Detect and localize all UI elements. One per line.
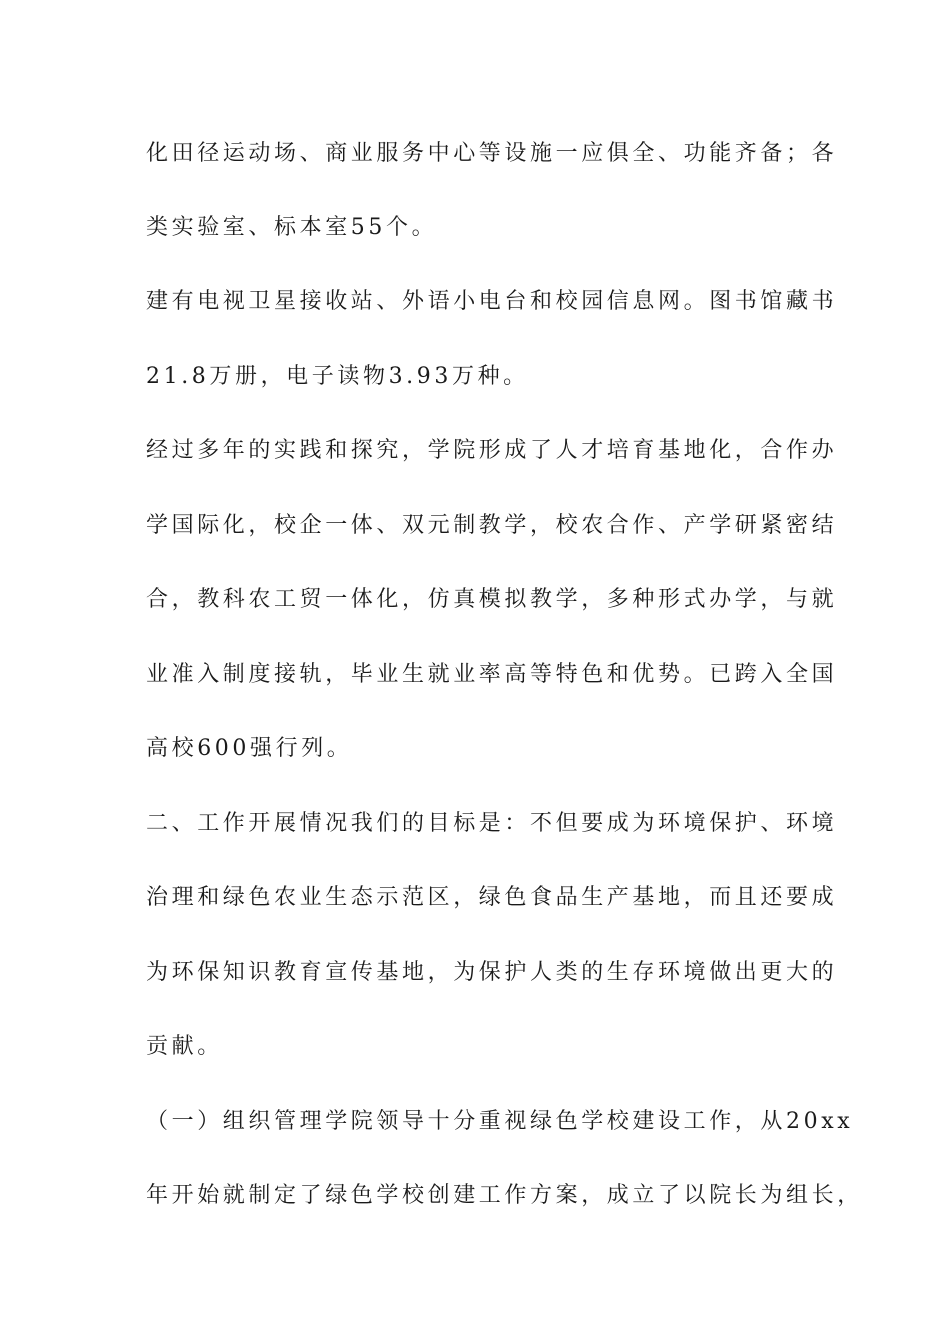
text-line: 贡献。 xyxy=(146,1034,223,1059)
text-line: 业准入制度接轨，毕业生就业率高等特色和优势。已跨入全国 xyxy=(146,662,838,687)
text-line: 二、工作开展情况我们的目标是：不但要成为环境保护、环境 xyxy=(146,811,838,836)
text-line: （一）组织管理学院领导十分重视绿色学校建设工作，从20xx xyxy=(146,1109,854,1134)
text-line: 年开始就制定了绿色学校创建工作方案，成立了以院长为组长， xyxy=(146,1183,863,1208)
text-line: 化田径运动场、商业服务中心等设施一应俱全、功能齐备；各 xyxy=(146,141,838,166)
text-line: 经过多年的实践和探究，学院形成了人才培育基地化，合作办 xyxy=(146,438,838,463)
text-line: 建有电视卫星接收站、外语小电台和校园信息网。图书馆藏书 xyxy=(146,289,838,314)
text-line: 学国际化，校企一体、双元制教学，校农合作、产学研紧密结 xyxy=(146,513,838,538)
text-line: 治理和绿色农业生态示范区，绿色食品生产基地，而且还要成 xyxy=(146,885,838,910)
text-line: 高校600强行列。 xyxy=(146,736,353,761)
text-line: 类实验室、标本室55个。 xyxy=(146,215,438,240)
text-line: 21.8万册，电子读物3.93万种。 xyxy=(146,364,529,389)
text-line: 合，教科农工贸一体化，仿真模拟教学，多种形式办学，与就 xyxy=(146,587,838,612)
text-line: 为环保知识教育宣传基地，为保护人类的生存环境做出更大的 xyxy=(146,960,838,985)
